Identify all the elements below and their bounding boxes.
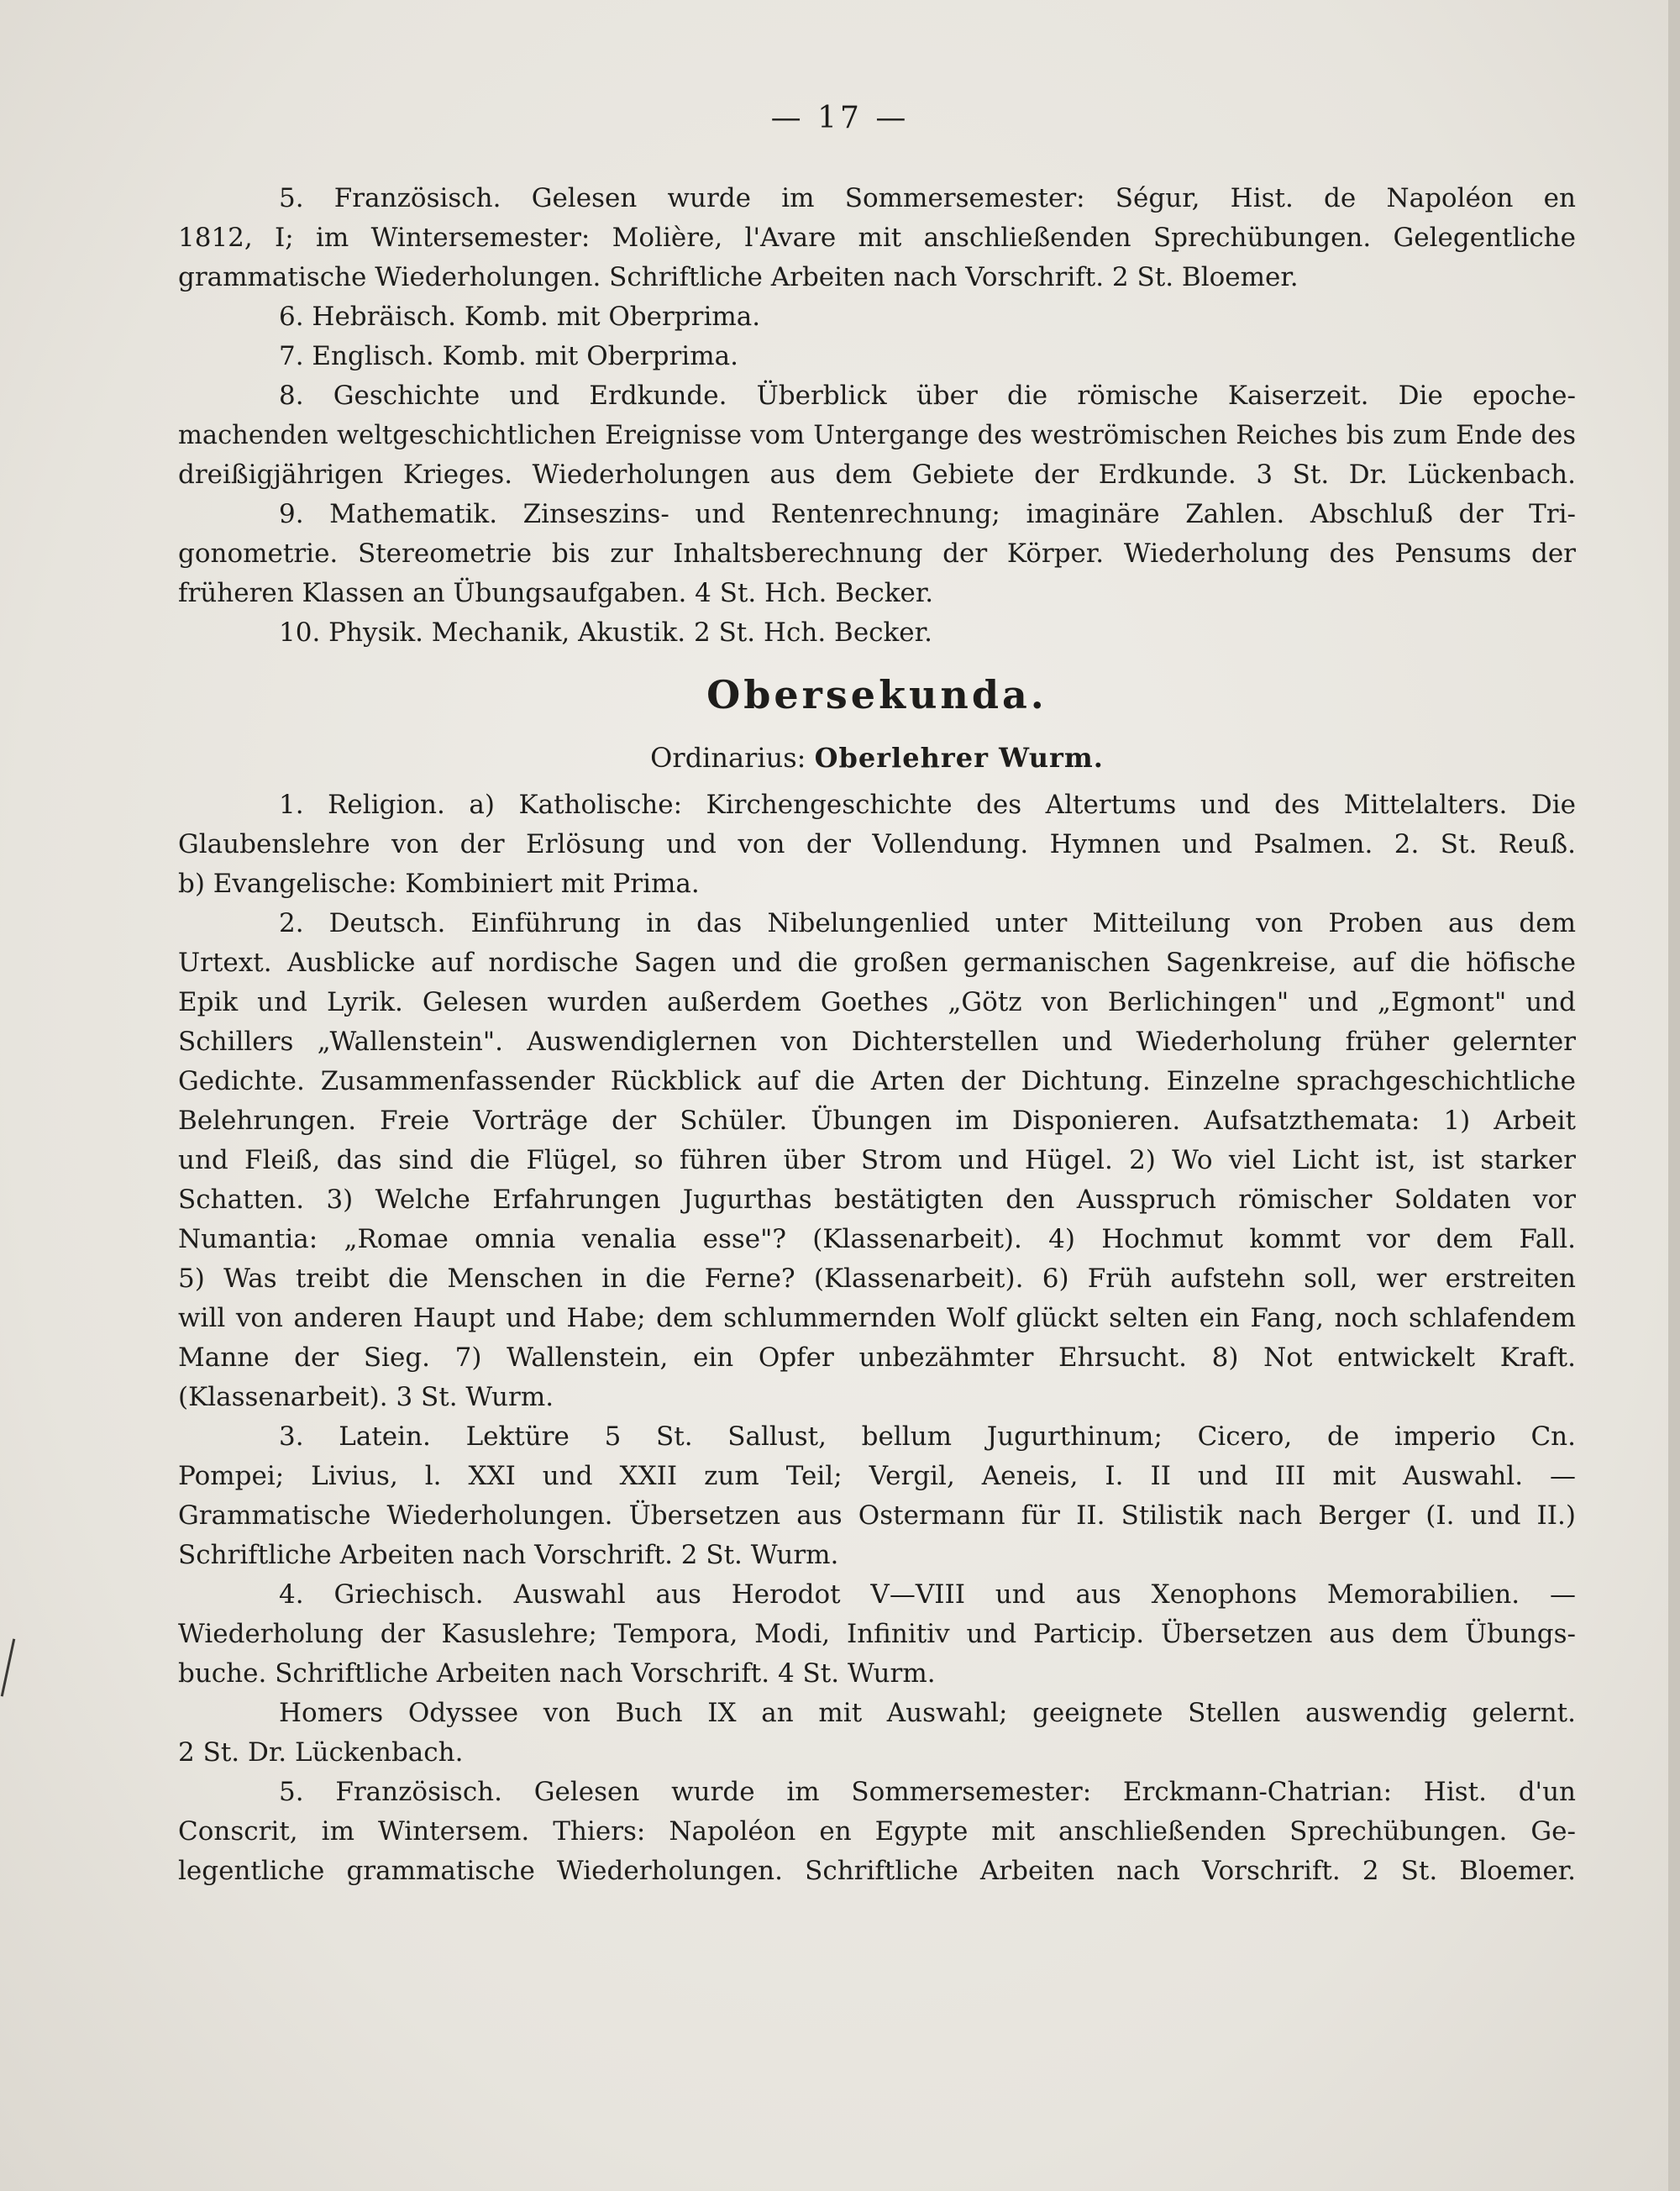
text-line: buche. Schriftliche Arbeiten nach Vorschrift. 4 St. Wurm. (178, 1658, 936, 1689)
stray-mark (1, 1638, 15, 1696)
text-line: 5) Was treibt die Menschen in die Ferne? (Klassenarbeit). 6) Früh aufstehn soll, wer erstreiten (178, 1264, 1576, 1294)
text-line: legentliche grammatische Wiederholungen. Schriftliche Arbeiten nach Vorschrift. 2 St. Bloemer. (178, 1856, 1576, 1886)
text-line: (Klassenarbeit). 3 St. Wurm. (178, 1382, 554, 1412)
page-body (178, 179, 1576, 1891)
text-line: 2 St. Dr. Lückenbach. (178, 1737, 464, 1768)
text-line: will von anderen Haupt und Habe; dem schlummernden Wolf glückt selten ein Fang, noch schlafendem (178, 1303, 1576, 1333)
text-line: 6. Hebräisch. Komb. mit Oberprima. (279, 302, 761, 332)
text-line: 5. Französisch. Gelesen wurde im Sommersemester: Erckmann-Chatrian: Hist. d'un (279, 1777, 1576, 1807)
text-line: Schillers „Wallenstein". Auswendiglernen von Dichterstellen und Wiederholung früher gelernter (178, 1027, 1576, 1057)
text-line: Homers Odyssee von Buch IX an mit Auswahl; geeignete Stellen auswendig gelernt. (279, 1698, 1576, 1728)
text-line: Urtext. Ausblicke auf nordische Sagen und die großen germanischen Sagenkreise, auf die höfische (178, 948, 1576, 978)
text-line: Schriftliche Arbeiten nach Vorschrift. 2 St. Wurm. (178, 1540, 839, 1570)
text-line: 7. Englisch. Komb. mit Oberprima. (279, 341, 738, 371)
text-line: Manne der Sieg. 7) Wallenstein, ein Opfer unbezähmter Ehrsucht. 8) Not entwickelt Kraft. (178, 1342, 1576, 1373)
text-line: 1. Religion. a) Katholische: Kirchengeschichte des Altertums und des Mittelalters. Die (279, 790, 1576, 820)
text-line: und Fleiß, das sind die Flügel, so führen über Strom und Hügel. 2) Wo viel Licht ist, ist starker (178, 1145, 1576, 1175)
text-line: dreißigjährigen Krieges. Wiederholungen aus dem Gebiete der Erdkunde. 3 St. Dr. Lückenbach. (178, 460, 1576, 490)
text-line: Wiederholung der Kasuslehre; Tempora, Modi, Infinitiv und Particip. Übersetzen aus dem Übungs- (178, 1619, 1576, 1649)
text-line: 5. Französisch. Gelesen wurde im Sommersemester: Ségur, Hist. de Napoléon en (279, 183, 1576, 213)
text-line: 4. Griechisch. Auswahl aus Herodot V—VIII und aus Xenophons Memorabilien. — (279, 1579, 1576, 1610)
text-line: Grammatische Wiederholungen. Übersetzen aus Ostermann für II. Stilistik nach Berger (I. und II.) (178, 1500, 1576, 1531)
section-heading: Obersekunda. (706, 672, 1047, 717)
text-line: machenden weltgeschichtlichen Ereignisse vom Untergange des weströmischen Reiches bis zum Ende des (178, 421, 1576, 450)
text-line: Pompei; Livius, l. XXI und XXII zum Teil; Vergil, Aeneis, I. II und III mit Auswahl. — (178, 1461, 1576, 1491)
page-edge (1668, 0, 1680, 2191)
text-line: grammatische Wiederholungen. Schriftliche Arbeiten nach Vorschrift. 2 St. Bloemer. (178, 262, 1299, 292)
text-line: 8. Geschichte und Erdkunde. Überblick über die römische Kaiserzeit. Die epoche- (279, 381, 1576, 411)
text-line: b) Evangelische: Kombiniert mit Prima. (178, 869, 700, 899)
text-line: früheren Klassen an Übungsaufgaben. 4 St. Hch. Becker. (178, 578, 934, 608)
ordinarius-name: Oberlehrer Wurm. (814, 742, 1104, 774)
text-line: 10. Physik. Mechanik, Akustik. 2 St. Hch. Becker. (279, 617, 932, 648)
text-line: Glaubenslehre von der Erlösung und von der Vollendung. Hymnen und Psalmen. 2. St. Reuß. (178, 829, 1576, 859)
ordinarius-label: Ordinarius: (650, 742, 806, 774)
text-line: Numantia: „Romae omnia venalia esse"? (Klassenarbeit). 4) Hochmut kommt vor dem Fall. (178, 1224, 1576, 1254)
text-line: Gedichte. Zusammenfassender Rückblick auf die Arten der Dichtung. Einzelne sprachgeschichtliche (178, 1066, 1576, 1096)
text-line: gonometrie. Stereometrie bis zur Inhaltsberechnung der Körper. Wiederholung des Pensums der (178, 539, 1576, 569)
text-line: 9. Mathematik. Zinseszins- und Rentenrechnung; imaginäre Zahlen. Abschluß der Tri- (279, 499, 1576, 529)
ordinarius-line (178, 737, 1576, 786)
text-line: 3. Latein. Lektüre 5 St. Sallust, bellum Jugurthinum; Cicero, de imperio Cn. (279, 1421, 1576, 1452)
text-line: 2. Deutsch. Einführung in das Nibelungenlied unter Mitteilung von Proben aus dem (279, 908, 1576, 938)
text-line: 1812, I; im Wintersemester: Molière, l'Avare mit anschließenden Sprechübungen. Gelegentliche (178, 223, 1576, 253)
text-line: Schatten. 3) Welche Erfahrungen Jugurthas bestätigten den Ausspruch römischer Soldaten vor (178, 1185, 1576, 1215)
page-number: — 17 — (770, 101, 910, 135)
text-line: Conscrit, im Wintersem. Thiers: Napoléon en Egypte mit anschließenden Sprechübungen. Ge- (178, 1816, 1576, 1847)
text-line: Epik und Lyrik. Gelesen wurden außerdem Goethes „Götz von Berlichingen" und „Egmont" und (178, 987, 1576, 1017)
text-line: Belehrungen. Freie Vorträge der Schüler. Übungen im Disponieren. Aufsatzthemata: 1) Arbeit (178, 1106, 1576, 1136)
